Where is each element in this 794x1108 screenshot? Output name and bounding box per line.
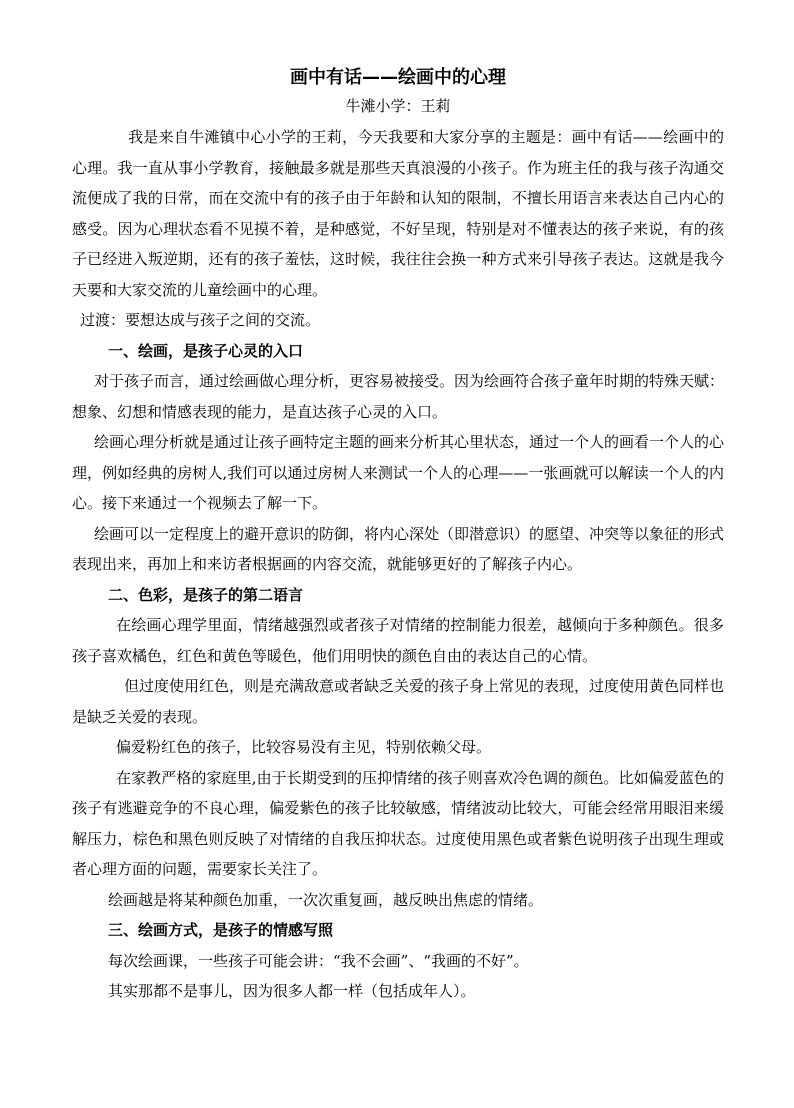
body-paragraph: 每次绘画课，一些孩子可能会讲：“我不会画”、“我画的不好”。 xyxy=(108,951,529,970)
body-paragraph: 但过度使用红色，则是充满敌意或者缺乏关爱的孩子身上常见的表现，过度使用黄色同样也是缺乏关爱的表现。 xyxy=(72,677,725,726)
document-page xyxy=(72,64,724,1007)
body-paragraph: 绘画越是将某种颜色加重，一次次重复画，越反映出焦虑的情绪。 xyxy=(108,890,544,909)
body-paragraph: 对于孩子而言，通过绘画做心理分析，更容易被接受。因为绘画符合孩子童年时期的特殊天赋：想象、幻想和情感表现的能力，是直达孩子心灵的入口。 xyxy=(72,372,725,421)
document-title: 画中有话——绘画中的心理 xyxy=(290,67,506,88)
section-heading: 三、绘画方式，是孩子的情感写照 xyxy=(108,921,334,939)
body-paragraph: 绘画可以一定程度上的避开意识的防御，将内心深处（即潜意识）的愿望、冲突等以象征的形式表现出来，再加上和来访者根据画的内容交流，就能够更好的了解孩子内心。 xyxy=(72,524,725,573)
body-paragraph: 过渡：要想达成与孩子之间的交流。 xyxy=(80,311,321,329)
body-paragraph: 其实那都不是事儿，因为很多人都一样（包括成年人）。 xyxy=(108,982,476,1000)
document-body xyxy=(72,122,724,1007)
body-paragraph: 偏爱粉红色的孩子，比较容易没有主见，特别依赖父母。 xyxy=(116,738,492,756)
section-heading: 一、绘画，是孩子心灵的入口 xyxy=(108,341,304,360)
body-paragraph: 在家教严格的家庭里,由于长期受到的压抑情绪的孩子则喜欢冷色调的颜色。比如偏爱蓝色的孩子有逃避竞争的不良心理，偏爱紫色的孩子比较敏感，情绪波动比较大，可能会经常用眼泪来缓解压力，棕色和黑色则反映了对情绪的自我压抑状态。过度使用黑色或者紫色说明孩子出现生理或者心理方面的问题，需要家长关注了。 xyxy=(72,768,724,878)
body-paragraph: 绘画心理分析就是通过让孩子画特定主题的画来分析其心里状态，通过一个人的画看一个人的心理，例如经典的房树人,我们可以通过房树人来测试一个人的心理——一张画就可以解读一个人的内心。接下来通过一个视频去了解一下。 xyxy=(72,433,725,512)
body-paragraph: 在绘画心理学里面，情绪越强烈或者孩子对情绪的控制能力很差，越倾向于多种颜色。很多孩子喜欢橘色，红色和黄色等暖色，他们用明快的颜色自由的表达自己的心情。 xyxy=(72,616,724,665)
document-author: 牛滩小学：王莉 xyxy=(345,97,451,115)
section-heading: 二、色彩，是孩子的第二语言 xyxy=(108,585,304,604)
body-paragraph: 我是来自牛滩镇中心小学的王莉，今天我要和大家分享的主题是：画中有话——绘画中的心理。我一直从事小学教育，接触最多就是那些天真浪漫的小孩子。作为班主任的我与孩子沟通交流便成了我的日常，而在交流中有的孩子由于年龄和认知的限制，不擅长用语言来表达自己内心的感受。因为心理状态看不见摸不着，是种感觉，不好呈现，特别是对不懂表达的孩子来说，有的孩子已经进入叛逆期，还有的孩子羞怯，这时候，我往往会换一种方式来引导孩子表达。这就是我今天要和大家交流的儿童绘画中的心理。 xyxy=(72,128,724,299)
